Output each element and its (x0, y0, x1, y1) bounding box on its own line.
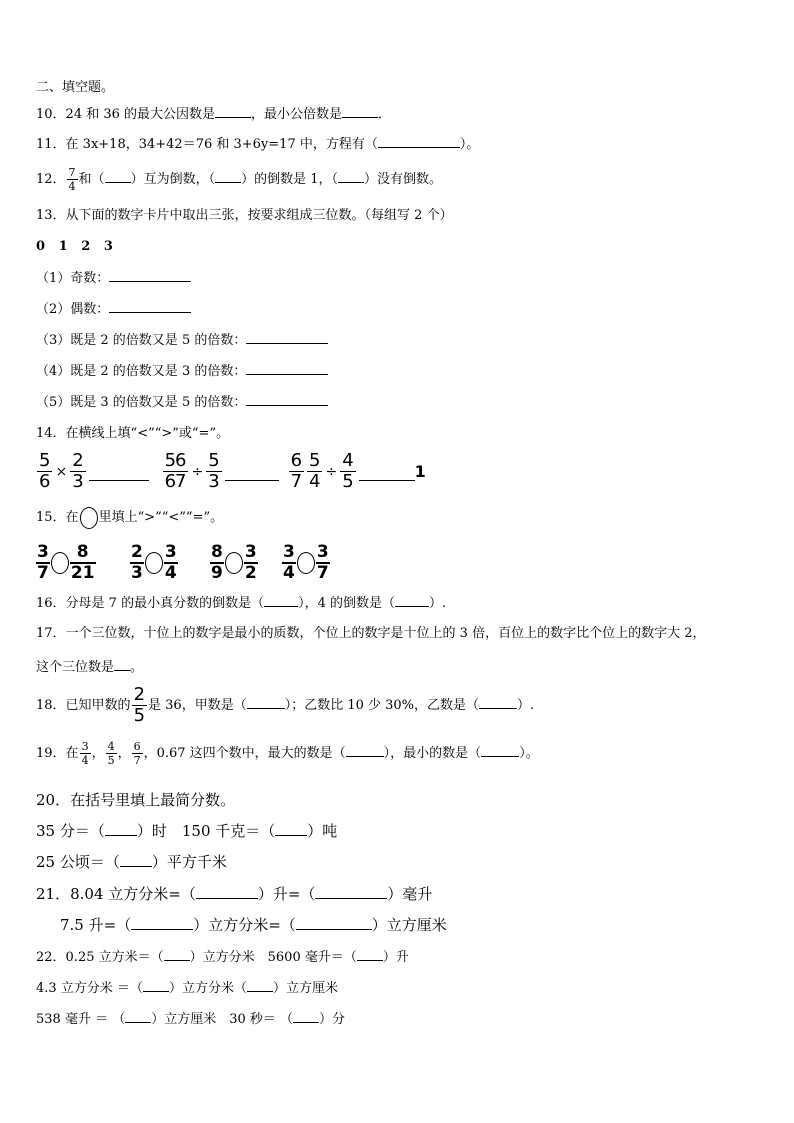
question-11: 11．在 3x+18，34+42＝76 和 3+6y=17 中，方程有（ ）。 (36, 134, 479, 155)
q13-item-1: （1）奇数： (36, 268, 191, 289)
question-number: 11． (36, 137, 66, 152)
answer-blank[interactable] (246, 330, 328, 344)
answer-blank[interactable] (196, 885, 258, 899)
question-15: 15．在 里填上“>”“<”“=”。 (36, 506, 223, 530)
answer-blank[interactable] (395, 593, 429, 607)
answer-blank[interactable] (125, 1009, 151, 1023)
compare-circle[interactable] (297, 552, 315, 574)
answer-blank[interactable] (131, 916, 193, 930)
question-number: 15． (36, 510, 66, 525)
question-number: 22． (36, 950, 66, 965)
answer-blank[interactable] (109, 268, 191, 282)
answer-blank[interactable] (247, 695, 285, 709)
compare-circle[interactable] (225, 552, 243, 574)
question-number: 14． (36, 426, 66, 441)
question-17: 17．一个三位数，十位上的数字是最小的质数，个位上的数字是十位上的 3 倍，百位上的数字比个位上的数字大 2， (36, 626, 706, 641)
compare-circle[interactable] (145, 552, 163, 574)
q13-item-3: （3）既是 2 的倍数又是 5 的倍数： (36, 330, 328, 351)
answer-blank[interactable] (342, 104, 378, 118)
q21-line-2: 7.5 升=（ ）立方分米=（ ）立方厘米 (60, 916, 447, 934)
compare-circle[interactable] (51, 552, 69, 574)
answer-blank[interactable] (479, 695, 517, 709)
answer-blank[interactable] (246, 392, 328, 406)
answer-blank[interactable] (215, 104, 251, 118)
question-18: 18．已知甲数的 $\frac{2}{5}$ 是 36，甲数是（ ）；乙数比 10 少 30%，乙数是（ ）. (36, 684, 535, 726)
answer-blank[interactable] (346, 743, 384, 757)
question-number: 17． (36, 626, 66, 641)
q13-item-2: （2）偶数： (36, 299, 191, 320)
circle-icon (80, 507, 98, 529)
q15-pair-1: 3 7 8 21 (37, 542, 95, 583)
answer-blank[interactable] (225, 467, 279, 481)
answer-blank[interactable] (215, 169, 241, 183)
fraction: $\frac{6}{7}$ (133, 740, 141, 767)
section-title: 二、填空题。 (36, 80, 115, 95)
answer-blank[interactable] (120, 853, 152, 867)
answer-blank[interactable] (105, 822, 137, 836)
answer-blank[interactable] (296, 916, 372, 930)
question-22: 22．0.25 立方米＝（ ）立方分米 5600 毫升＝（ ）升 (36, 947, 409, 968)
question-14: 14．在横线上填“<”“>”或“=”。 (36, 426, 230, 441)
question-19: 19．在 $\frac{3}{4}$ ， $\frac{4}{5}$ ， $\frac{6}{7}$ ，0.67 这四个数中，最大的数是（ ），最小的数是（ ）。 (36, 740, 539, 767)
question-17-line-2: 这个三位数是 。 (36, 657, 143, 678)
answer-blank[interactable] (359, 467, 415, 481)
answer-blank[interactable] (109, 299, 191, 313)
answer-blank[interactable] (338, 169, 364, 183)
question-16: 16．分母是 7 的最小真分数的倒数是（ ），4 的倒数是（ ）. (36, 593, 446, 614)
question-10: 10．24 和 36 的最大公因数是 ，最小公倍数是 ． (36, 104, 391, 125)
question-number: 16． (36, 596, 66, 611)
question-21: 21．8.04 立方分米=（ ）升=（ ）毫升 (36, 885, 433, 903)
q13-item-4: （4）既是 2 的倍数又是 3 的倍数： (36, 361, 328, 382)
answer-blank[interactable] (315, 885, 387, 899)
answer-blank[interactable] (143, 978, 169, 992)
fraction: $\frac{7}{4}$ (68, 166, 76, 193)
q14-expressions (36, 450, 536, 492)
answer-blank[interactable] (481, 743, 519, 757)
question-number: 13． (36, 208, 66, 223)
answer-blank[interactable] (293, 1009, 319, 1023)
answer-blank[interactable] (275, 822, 307, 836)
q15-comparisons (36, 544, 356, 590)
question-number: 10． (36, 107, 66, 122)
question-13: 13．从下面的数字卡片中取出三张，按要求组成三位数。（每组写 2 个） (36, 208, 453, 223)
question-12: 12． $\frac{7}{4}$ 和（ ）互为倒数，（ ）的倒数是 1，（ ）没有倒数。 (36, 166, 442, 193)
answer-blank[interactable] (89, 467, 149, 481)
question-number: 18． (36, 698, 66, 713)
q20-line-1: 35 分＝（ ）时 150 千克＝（ ）吨 (36, 822, 338, 840)
fraction: $\frac{4}{5}$ (107, 740, 115, 767)
answer-blank[interactable] (164, 947, 190, 961)
digit-cards: 0 1 2 3 (36, 239, 113, 254)
q13-item-5: （5）既是 3 的倍数又是 5 的倍数： (36, 392, 328, 413)
answer-blank[interactable] (246, 361, 328, 375)
fraction: $\frac{2}{5}$ (133, 684, 146, 726)
q15-pair-2: 2 3 3 4 (131, 542, 177, 583)
question-number: 21． (36, 885, 71, 903)
answer-blank[interactable] (378, 134, 460, 148)
q22-line-3: 538 毫升 ＝ （ ）立方厘米 30 秒＝ （ ）分 (36, 1009, 345, 1030)
q15-pair-4: 3 4 3 7 (283, 542, 329, 583)
fraction: $\frac{3}{4}$ (81, 740, 89, 767)
q14-expression-1: $\frac{5}{6}$ × $\frac{2}{3}$ $\frac{5}{6}$ (39, 450, 177, 492)
q14-expression-2: $\frac{6}{7}$ ÷ $\frac{5}{3}$ $\frac{6}{7}$ (175, 450, 303, 492)
q14-expression-3: $\frac{5}{4}$ ÷ $\frac{4}{5}$ 1 (309, 450, 426, 492)
answer-blank[interactable] (105, 169, 131, 183)
answer-blank[interactable] (247, 978, 273, 992)
q22-line-2: 4.3 立方分米 ＝（ ）立方分米（ ）立方厘米 (36, 978, 338, 999)
question-20: 20．在括号里填上最简分数。 (36, 791, 236, 809)
q20-line-2: 25 公顷＝（ ）平方千米 (36, 853, 227, 871)
answer-blank[interactable] (357, 947, 383, 961)
question-number: 19． (36, 746, 66, 761)
answer-blank[interactable] (264, 593, 298, 607)
answer-blank[interactable] (114, 657, 130, 671)
question-number: 12． (36, 172, 66, 187)
q15-pair-3: 8 9 3 2 (211, 542, 257, 583)
question-number: 20． (36, 791, 71, 809)
